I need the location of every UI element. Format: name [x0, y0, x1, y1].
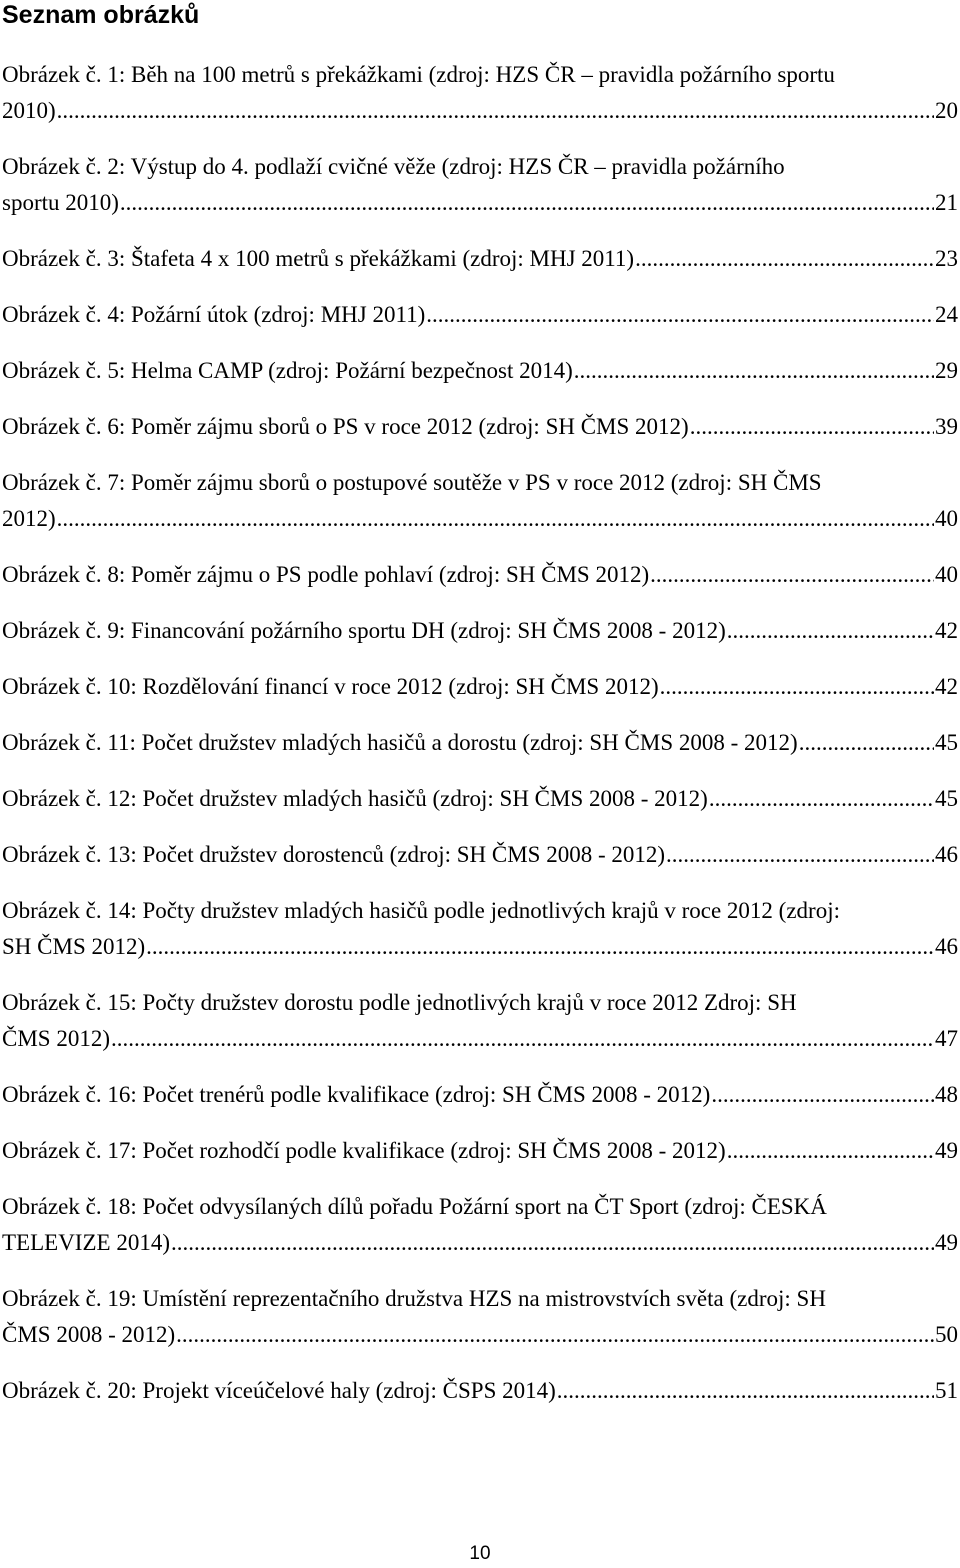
toc-entry-line — [2, 93, 958, 129]
dot-leader — [635, 241, 934, 277]
toc-entry-line — [2, 669, 958, 705]
toc-entry-text: Obrázek č. 11: Počet družstev mladých hasičů a dorostu (zdroj: SH ČMS 2008 - 2012) — [2, 730, 798, 755]
toc-entry[interactable] — [2, 557, 958, 593]
toc-entry-line — [2, 613, 958, 649]
toc-entry[interactable] — [2, 1133, 958, 1169]
toc-entry-line — [2, 557, 958, 593]
dot-leader — [727, 613, 934, 649]
toc-entry-text: Obrázek č. 4: Požární útok (zdroj: MHJ 2011) — [2, 302, 426, 327]
toc-entry-line — [2, 185, 958, 221]
toc-entry-line — [2, 893, 958, 929]
toc-page-number: 39 — [935, 414, 958, 439]
toc-entry[interactable] — [2, 613, 958, 649]
toc-entry-text: Obrázek č. 1: Běh na 100 metrů s překážkami (zdroj: HZS ČR – pravidla požárního sportu — [2, 62, 835, 87]
dot-leader — [727, 1133, 934, 1169]
toc-entry-text: 2010) — [2, 98, 56, 123]
dot-leader — [171, 1225, 934, 1261]
toc-entry-text: Obrázek č. 14: Počty družstev mladých hasičů podle jednotlivých krajů v roce 2012 (zdroj: — [2, 898, 840, 923]
toc-entry-text: Obrázek č. 16: Počet trenérů podle kvalifikace (zdroj: SH ČMS 2008 - 2012) — [2, 1082, 711, 1107]
toc-entry-text: 2012) — [2, 506, 56, 531]
toc-page-number: 40 — [935, 506, 958, 531]
dot-leader — [176, 1317, 934, 1353]
toc-entry-text: Obrázek č. 19: Umístění reprezentačního družstva HZS na mistrovstvích světa (zdroj: SH — [2, 1286, 826, 1311]
toc-entry[interactable] — [2, 241, 958, 277]
toc-entry-text: Obrázek č. 9: Financování požárního sportu DH (zdroj: SH ČMS 2008 - 2012) — [2, 618, 726, 643]
toc-entry-line — [2, 409, 958, 445]
toc-entry-text: Obrázek č. 12: Počet družstev mladých hasičů (zdroj: SH ČMS 2008 - 2012) — [2, 786, 708, 811]
toc-entry-line — [2, 725, 958, 761]
toc-page-number: 47 — [935, 1026, 958, 1051]
toc-entry[interactable] — [2, 149, 958, 221]
toc-page-number: 48 — [935, 1082, 958, 1107]
toc-entry[interactable] — [2, 985, 958, 1057]
dot-leader — [111, 1021, 934, 1057]
toc-entry-text: SH ČMS 2012) — [2, 934, 146, 959]
toc-page-number: 49 — [935, 1230, 958, 1255]
toc-page-number: 21 — [935, 190, 958, 215]
toc-entry-line — [2, 1021, 958, 1057]
dot-leader — [120, 185, 934, 221]
toc-entry-line — [2, 1317, 958, 1353]
toc-entry-text: Obrázek č. 3: Štafeta 4 x 100 metrů s překážkami (zdroj: MHJ 2011) — [2, 246, 635, 271]
toc-entry[interactable] — [2, 353, 958, 389]
dot-leader — [799, 725, 934, 761]
toc-page-number: 45 — [935, 730, 958, 755]
toc-entry-text: ČMS 2008 - 2012) — [2, 1322, 176, 1347]
toc-page-number: 42 — [935, 618, 958, 643]
dot-leader — [666, 837, 934, 873]
toc-entry-line — [2, 837, 958, 873]
toc-entry[interactable] — [2, 669, 958, 705]
toc-entry[interactable] — [2, 781, 958, 817]
toc-entry-text: Obrázek č. 17: Počet rozhodčí podle kvalifikace (zdroj: SH ČMS 2008 - 2012) — [2, 1138, 726, 1163]
toc-page-number: 46 — [935, 934, 958, 959]
toc-entry-line — [2, 1077, 958, 1113]
toc-page-number: 20 — [935, 98, 958, 123]
toc-entry[interactable] — [2, 725, 958, 761]
toc-entry[interactable] — [2, 837, 958, 873]
toc-page-number: 29 — [935, 358, 958, 383]
toc-entry-line — [2, 501, 958, 537]
toc-entry[interactable] — [2, 893, 958, 965]
toc-entry-line — [2, 241, 958, 277]
toc-page-number: 51 — [935, 1378, 958, 1403]
dot-leader — [57, 501, 934, 537]
dot-leader — [660, 669, 934, 705]
toc-entry-line — [2, 353, 958, 389]
dot-leader — [690, 409, 934, 445]
toc-entry[interactable] — [2, 1373, 958, 1409]
toc-entry-text: Obrázek č. 7: Poměr zájmu sborů o postupové soutěže v PS v roce 2012 (zdroj: SH ČMS — [2, 470, 822, 495]
toc-page-number: 50 — [935, 1322, 958, 1347]
toc-entry[interactable] — [2, 1281, 958, 1353]
toc-entry-line — [2, 929, 958, 965]
page-title: Seznam obrázků — [2, 1, 200, 29]
toc-entry-line — [2, 1189, 958, 1225]
toc-entry-line — [2, 1133, 958, 1169]
toc-entry-text: ČMS 2012) — [2, 1026, 110, 1051]
toc-entry-line — [2, 985, 958, 1021]
toc-entry[interactable] — [2, 57, 958, 129]
toc-entry[interactable] — [2, 409, 958, 445]
toc-entry[interactable] — [2, 1077, 958, 1113]
toc-entry-line — [2, 465, 958, 501]
toc-entry-text: Obrázek č. 20: Projekt víceúčelové haly (zdroj: ČSPS 2014) — [2, 1378, 556, 1403]
toc-entry-text: Obrázek č. 15: Počty družstev dorostu podle jednotlivých krajů v roce 2012 Zdroj: SH — [2, 990, 797, 1015]
toc-entry-text: Obrázek č. 18: Počet odvysílaných dílů pořadu Požární sport na ČT Sport (zdroj: ČESKÁ — [2, 1194, 827, 1219]
toc-entry-text: Obrázek č. 8: Poměr zájmu o PS podle pohlaví (zdroj: SH ČMS 2012) — [2, 562, 650, 587]
dot-leader — [711, 1077, 934, 1113]
toc-entry-text: sportu 2010) — [2, 190, 119, 215]
dot-leader — [57, 93, 934, 129]
toc-entry[interactable] — [2, 297, 958, 333]
toc-entry-text: Obrázek č. 13: Počet družstev dorostenců (zdroj: SH ČMS 2008 - 2012) — [2, 842, 666, 867]
toc-entry-line — [2, 781, 958, 817]
toc-entry-text: Obrázek č. 10: Rozdělování financí v roce 2012 (zdroj: SH ČMS 2012) — [2, 674, 659, 699]
page-number: 10 — [469, 1543, 491, 1564]
dot-leader — [650, 557, 934, 593]
toc-entry-text: Obrázek č. 6: Poměr zájmu sborů o PS v roce 2012 (zdroj: SH ČMS 2012) — [2, 414, 689, 439]
toc-entry-line — [2, 297, 958, 333]
figure-list — [2, 57, 958, 1429]
dot-leader — [557, 1373, 934, 1409]
toc-entry-line — [2, 1225, 958, 1261]
dot-leader — [709, 781, 934, 817]
toc-page-number: 42 — [935, 674, 958, 699]
toc-entry-line — [2, 149, 958, 185]
toc-page-number: 23 — [935, 246, 958, 271]
toc-entry-line — [2, 1281, 958, 1317]
toc-page-number: 45 — [935, 786, 958, 811]
toc-page-number: 46 — [935, 842, 958, 867]
toc-entry-text: TELEVIZE 2014) — [2, 1230, 170, 1255]
toc-entry-text: Obrázek č. 2: Výstup do 4. podlaží cvičné věže (zdroj: HZS ČR – pravidla požárního — [2, 154, 785, 179]
dot-leader — [426, 297, 934, 333]
toc-page-number: 49 — [935, 1138, 958, 1163]
toc-entry-line — [2, 1373, 958, 1409]
toc-entry[interactable] — [2, 465, 958, 537]
toc-entry[interactable] — [2, 1189, 958, 1261]
toc-entry-text: Obrázek č. 5: Helma CAMP (zdroj: Požární bezpečnost 2014) — [2, 358, 573, 383]
toc-entry-line — [2, 57, 958, 93]
dot-leader — [574, 353, 934, 389]
toc-page-number: 40 — [935, 562, 958, 587]
toc-page-number: 24 — [935, 302, 958, 327]
dot-leader — [146, 929, 934, 965]
